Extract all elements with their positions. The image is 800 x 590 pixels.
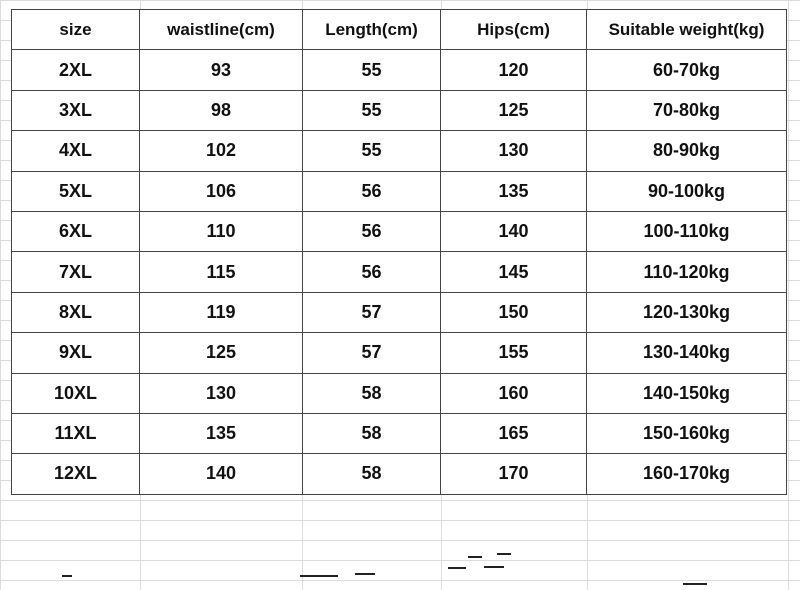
cell-hips: 145 <box>441 252 587 292</box>
cell-size: 12XL <box>12 454 140 494</box>
cell-suitable-weight: 130-140kg <box>587 333 787 373</box>
grid-column-line <box>788 0 789 590</box>
cell-hips: 140 <box>441 211 587 251</box>
table-row <box>12 90 787 130</box>
cell-suitable-weight: 80-90kg <box>587 131 787 171</box>
table-row <box>12 50 787 90</box>
cell-waistline: 102 <box>140 131 303 171</box>
cell-length: 57 <box>303 333 441 373</box>
table-row <box>12 171 787 211</box>
cell-hips: 135 <box>441 171 587 211</box>
cell-size: 6XL <box>12 211 140 251</box>
table-body <box>12 50 787 494</box>
cell-size: 5XL <box>12 171 140 211</box>
cell-size: 7XL <box>12 252 140 292</box>
cell-size: 10XL <box>12 373 140 413</box>
cell-suitable-weight: 60-70kg <box>587 50 787 90</box>
cell-length: 55 <box>303 90 441 130</box>
cell-waistline: 130 <box>140 373 303 413</box>
cell-size: 11XL <box>12 413 140 453</box>
table-row <box>12 373 787 413</box>
table-row <box>12 211 787 251</box>
stray-mark <box>683 583 707 585</box>
cell-hips: 120 <box>441 50 587 90</box>
stray-mark <box>468 556 482 558</box>
cell-hips: 170 <box>441 454 587 494</box>
stray-mark <box>497 553 511 555</box>
cell-size: 3XL <box>12 90 140 130</box>
header-row <box>12 10 787 50</box>
cell-hips: 155 <box>441 333 587 373</box>
cell-length: 58 <box>303 373 441 413</box>
header-suitable-weight: Suitable weight(kg) <box>587 10 787 50</box>
cell-suitable-weight: 150-160kg <box>587 413 787 453</box>
cell-waistline: 125 <box>140 333 303 373</box>
table-row <box>12 413 787 453</box>
cell-waistline: 110 <box>140 211 303 251</box>
cell-length: 57 <box>303 292 441 332</box>
cell-hips: 160 <box>441 373 587 413</box>
cell-size: 9XL <box>12 333 140 373</box>
cell-suitable-weight: 140-150kg <box>587 373 787 413</box>
cell-size: 4XL <box>12 131 140 171</box>
cell-hips: 165 <box>441 413 587 453</box>
table-row <box>12 333 787 373</box>
cell-waistline: 93 <box>140 50 303 90</box>
cell-hips: 125 <box>441 90 587 130</box>
stray-mark <box>484 566 504 568</box>
table-row <box>12 292 787 332</box>
stray-mark <box>355 573 375 575</box>
cell-suitable-weight: 110-120kg <box>587 252 787 292</box>
cell-hips: 130 <box>441 131 587 171</box>
cell-length: 55 <box>303 131 441 171</box>
cell-length: 58 <box>303 454 441 494</box>
header-size: size <box>12 10 140 50</box>
cell-suitable-weight: 100-110kg <box>587 211 787 251</box>
cell-waistline: 115 <box>140 252 303 292</box>
table-row <box>12 454 787 494</box>
cell-size: 2XL <box>12 50 140 90</box>
cell-waistline: 106 <box>140 171 303 211</box>
cell-hips: 150 <box>441 292 587 332</box>
cell-length: 56 <box>303 211 441 251</box>
stray-mark <box>62 575 72 577</box>
header-waistline: waistline(cm) <box>140 10 303 50</box>
cell-length: 56 <box>303 171 441 211</box>
cell-size: 8XL <box>12 292 140 332</box>
table-row <box>12 252 787 292</box>
cell-length: 56 <box>303 252 441 292</box>
cell-waistline: 135 <box>140 413 303 453</box>
cell-length: 55 <box>303 50 441 90</box>
stray-mark <box>300 575 338 577</box>
size-chart-table <box>11 9 787 495</box>
cell-suitable-weight: 160-170kg <box>587 454 787 494</box>
cell-waistline: 140 <box>140 454 303 494</box>
cell-length: 58 <box>303 413 441 453</box>
table-row <box>12 131 787 171</box>
header-hips: Hips(cm) <box>441 10 587 50</box>
stray-mark <box>448 567 466 569</box>
cell-suitable-weight: 70-80kg <box>587 90 787 130</box>
header-length: Length(cm) <box>303 10 441 50</box>
cell-waistline: 119 <box>140 292 303 332</box>
cell-suitable-weight: 90-100kg <box>587 171 787 211</box>
cell-waistline: 98 <box>140 90 303 130</box>
cell-suitable-weight: 120-130kg <box>587 292 787 332</box>
